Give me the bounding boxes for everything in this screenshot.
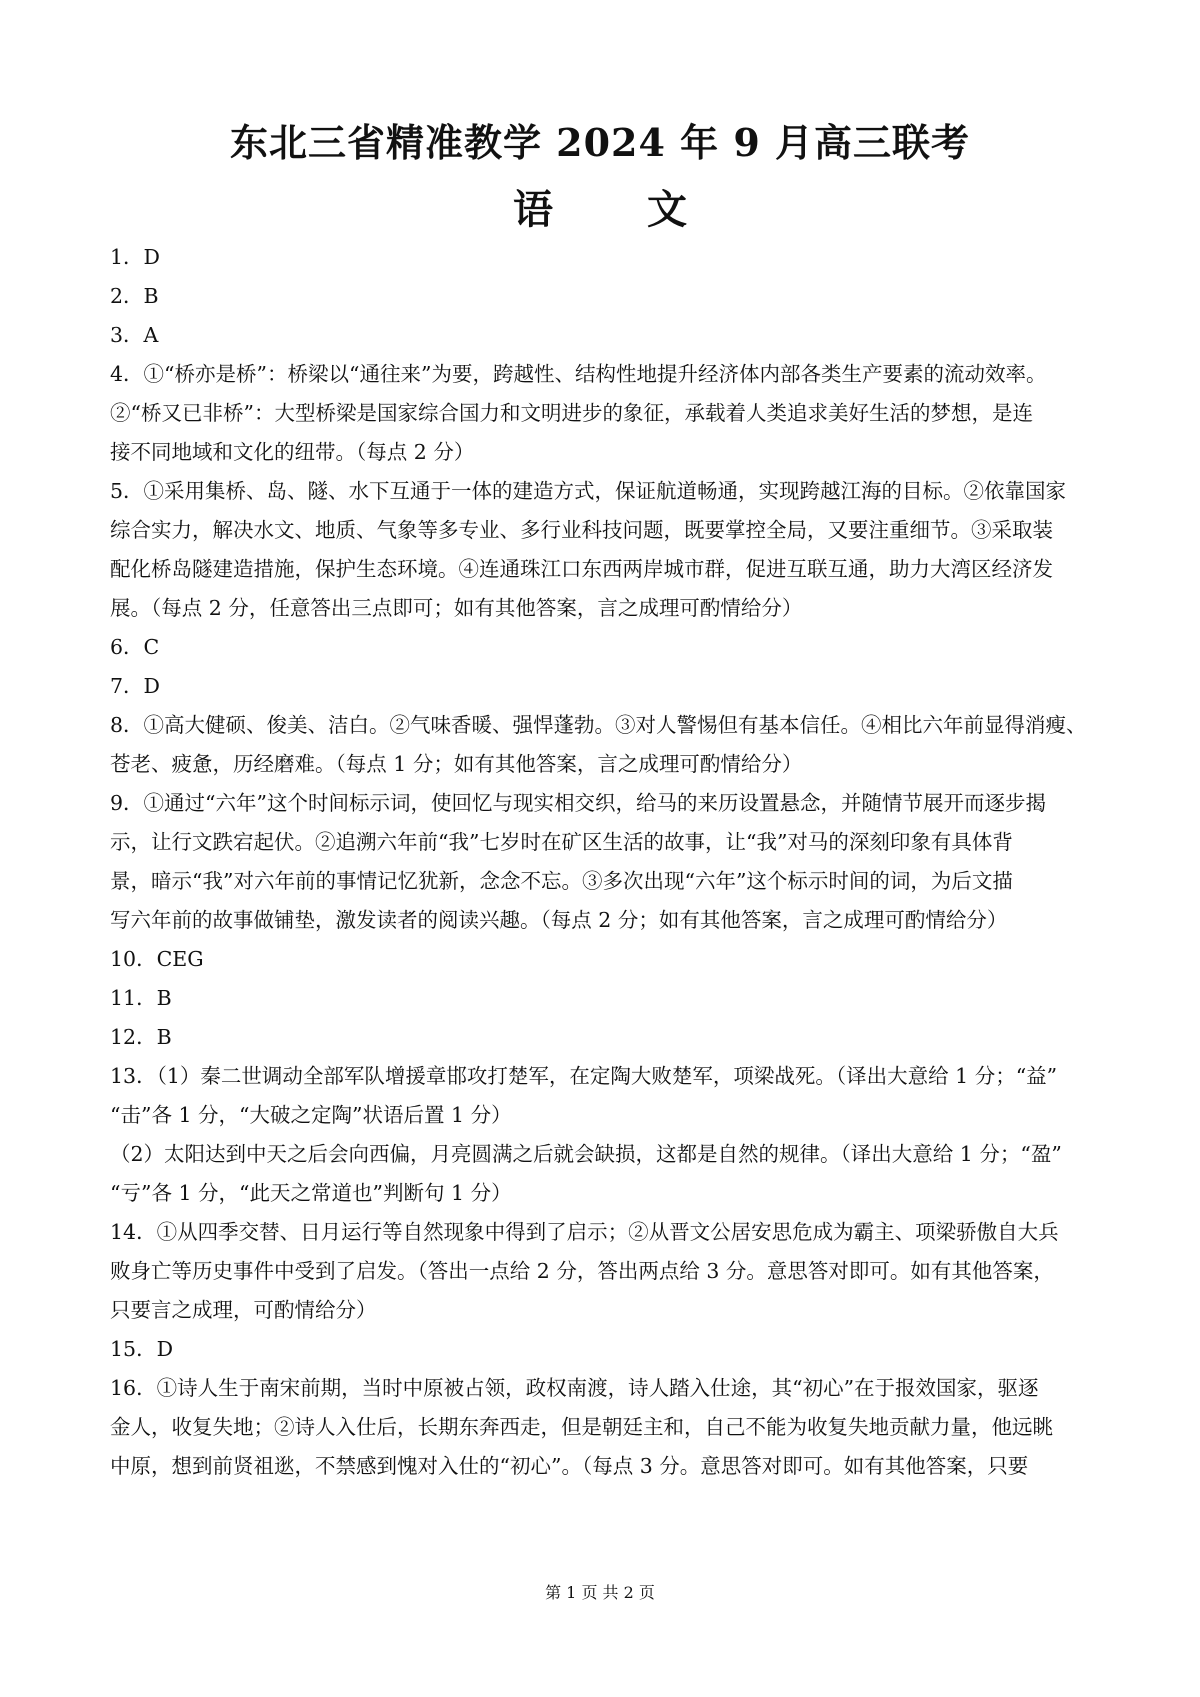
answer-line: 5．①采用集桥、岛、隧、水下互通于一体的建造方式，保证航道畅通，实现跨越江海的目标。②依靠国家: [110, 479, 1067, 503]
answer-line: 7．D: [110, 674, 160, 698]
answer-line: 苍老、疲惫，历经磨难。（每点 1 分；如有其他答案，言之成理可酌情给分）: [110, 752, 803, 776]
answer-line: 10．CEG: [110, 947, 204, 971]
answer-line: 15．D: [110, 1337, 174, 1361]
answer-line: 写六年前的故事做铺垫，激发读者的阅读兴趣。（每点 2 分；如有其他答案，言之成理可酌情给分）: [110, 908, 1008, 932]
answer-line: 2．B: [110, 284, 159, 308]
answer-line: 配化桥岛隧建造措施，保护生态环境。④连通珠江口东西两岸城市群，促进互联互通，助力大湾区经济发: [110, 557, 1053, 581]
answer-line: 4．①“桥亦是桥”：桥梁以“通往来”为要，跨越性、结构性地提升经济体内部各类生产要素的流动效率。: [110, 362, 1047, 386]
answer-line: 16．①诗人生于南宋前期，当时中原被占领，政权南渡，诗人踏入仕途，其“初心”在于报效国家，驱逐: [110, 1376, 1039, 1400]
answer-line: 景，暗示“我”对六年前的事情记忆犹新，念念不忘。③多次出现“六年”这个标示时间的词，为后文描: [110, 869, 1013, 893]
answer-line: 3．A: [110, 323, 159, 347]
answer-line: 展。（每点 2 分，任意答出三点即可；如有其他答案，言之成理可酌情给分）: [110, 596, 803, 620]
answer-line: “击”各 1 分，“大破之定陶”状语后置 1 分）: [110, 1103, 512, 1127]
answer-line: “亏”各 1 分，“此天之常道也”判断句 1 分）: [110, 1181, 512, 1205]
answer-line: ②“桥又已非桥”：大型桥梁是国家综合国力和文明进步的象征，承载着人类追求美好生活的梦想，是连: [110, 401, 1033, 425]
answer-content: [110, 238, 1100, 1486]
answer-line: 1．D: [110, 245, 160, 269]
page-number-footer: 第 1 页 共 2 页: [545, 1583, 655, 1602]
answer-line: 综合实力，解决水文、地质、气象等多专业、多行业科技问题，既要掌控全局，又要注重细节。③采取装: [110, 518, 1053, 542]
answer-line: 6．C: [110, 635, 160, 659]
answer-line: （2）太阳达到中天之后会向西偏，月亮圆满之后就会缺损，这都是自然的规律。（译出大意给 1 分；“盈”: [110, 1142, 1062, 1166]
answer-line: 示，让行文跌宕起伏。②追溯六年前“我”七岁时在矿区生活的故事，让“我”对马的深刻印象有具体背: [110, 830, 1013, 854]
document-title: 东北三省精准教学 2024 年 9 月高三联考: [229, 120, 971, 165]
answer-line: 8．①高大健硕、俊美、洁白。②气味香暖、强悍蓬勃。③对人警惕但有基本信任。④相比六年前显得消瘦、: [110, 713, 1087, 737]
answer-line: 败身亡等历史事件中受到了启发。（答出一点给 2 分，答出两点给 3 分。意思答对即可。如有其他答案，: [110, 1259, 1054, 1283]
answer-line: 金人，收复失地；②诗人入仕后，长期东奔西走，但是朝廷主和，自己不能为收复失地贡献力量，他远眺: [110, 1415, 1053, 1439]
subject-heading: 语 文: [513, 186, 727, 233]
answer-line: 11．B: [110, 986, 172, 1010]
answer-line: 9．①通过“六年”这个时间标示词，使回忆与现实相交织，给马的来历设置悬念，并随情节展开而逐步揭: [110, 791, 1047, 815]
answer-line: 13．（1）秦二世调动全部军队增援章邯攻打楚军，在定陶大败楚军，项梁战死。（译出大意给 1 分；“益”: [110, 1064, 1058, 1088]
answer-line: 中原，想到前贤祖逖，不禁感到愧对入仕的“初心”。（每点 3 分。意思答对即可。如有其他答案，只要: [110, 1454, 1029, 1478]
answer-line: 14．①从四季交替、日月运行等自然现象中得到了启示；②从晋文公居安思危成为霸主、项梁骄傲自大兵: [110, 1220, 1059, 1244]
answer-line: 12．B: [110, 1025, 172, 1049]
answer-line: 接不同地域和文化的纽带。（每点 2 分）: [110, 440, 475, 464]
answer-line: 只要言之成理，可酌情给分）: [110, 1298, 377, 1322]
